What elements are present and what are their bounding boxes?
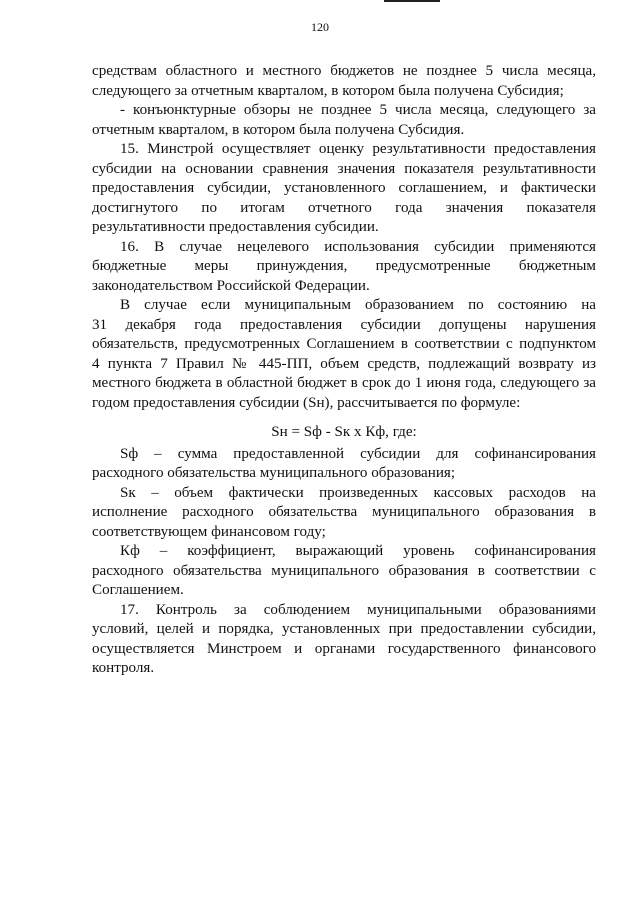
text-line: достигнутого по итогам отчетного года значения показателя	[92, 199, 596, 216]
page-number: 120	[311, 20, 329, 34]
document-body	[92, 62, 596, 679]
text-line: Кф – коэффициент, выражающий уровень софинансирования	[120, 543, 596, 559]
text-line: 16. В случае нецелевого использования субсидии применяются	[120, 238, 596, 255]
text-line: отчетным кварталом, в котором была получена Субсидия.	[92, 121, 465, 138]
text-line: 4 пункта 7 Правил № 445-ПП, объем средств, подлежащий возврату из	[92, 355, 596, 372]
text-line: 17. Контроль за соблюдением муниципальными образованиями	[120, 601, 596, 618]
text-line: бюджетные меры принуждения, предусмотренные бюджетным	[92, 258, 596, 274]
text-line: расходного обязательства муниципального образования;	[92, 465, 456, 481]
formula: Sн = Sф - Sк х Кф, где:	[271, 424, 417, 440]
text-line: исполнение расходного обязательства муниципального образования в	[92, 504, 596, 520]
top-edge-mark	[384, 0, 440, 2]
text-line: местного бюджета в областной бюджет в срок до 1 июня года, следующего за	[92, 375, 596, 391]
text-line: предоставления субсидии, установленного соглашением, и фактически	[92, 180, 596, 196]
text-line: Sк – объем фактически произведенных кассовых расходов на	[120, 484, 596, 501]
text-line: Sф – сумма предоставленной субсидии для софинансирования	[120, 445, 596, 462]
text-line: субсидии на основании сравнения значения показателя результативности	[92, 160, 596, 177]
text-line: - конъюнктурные обзоры не позднее 5 числа месяца, следующего за	[120, 102, 596, 118]
text-line: средствам областного и местного бюджетов не позднее 5 числа месяца,	[92, 63, 596, 79]
text-line: следующего за отчетным кварталом, в котором была получена Субсидия;	[92, 82, 564, 99]
text-line: контроля.	[92, 660, 155, 676]
text-line: Соглашением.	[92, 582, 184, 598]
text-line: годом предоставления субсидии (Sн), рассчитывается по формуле:	[92, 394, 521, 411]
text-line: соответствующем финансовом году;	[92, 523, 326, 540]
text-line: 15. Минстрой осуществляет оценку результативности предоставления	[120, 141, 596, 157]
text-line: законодательством Российской Федерации.	[92, 277, 370, 294]
text-line: В случае если муниципальным образованием по состоянию на	[120, 297, 596, 313]
text-line: 31 декабря года предоставления субсидии допущены нарушения	[92, 316, 596, 333]
text-line: обязательств, предусмотренных Соглашением в соответствии с подпунктом	[92, 336, 596, 352]
text-line: расходного обязательства муниципального образования в соответствии с	[92, 562, 596, 579]
text-line: условий, целей и порядка, установленных при предоставлении субсидии,	[92, 621, 596, 637]
text-line: осуществляется Минстроем и органами государственного финансового	[92, 640, 596, 657]
text-line: результативности предоставления субсидии.	[92, 219, 379, 235]
